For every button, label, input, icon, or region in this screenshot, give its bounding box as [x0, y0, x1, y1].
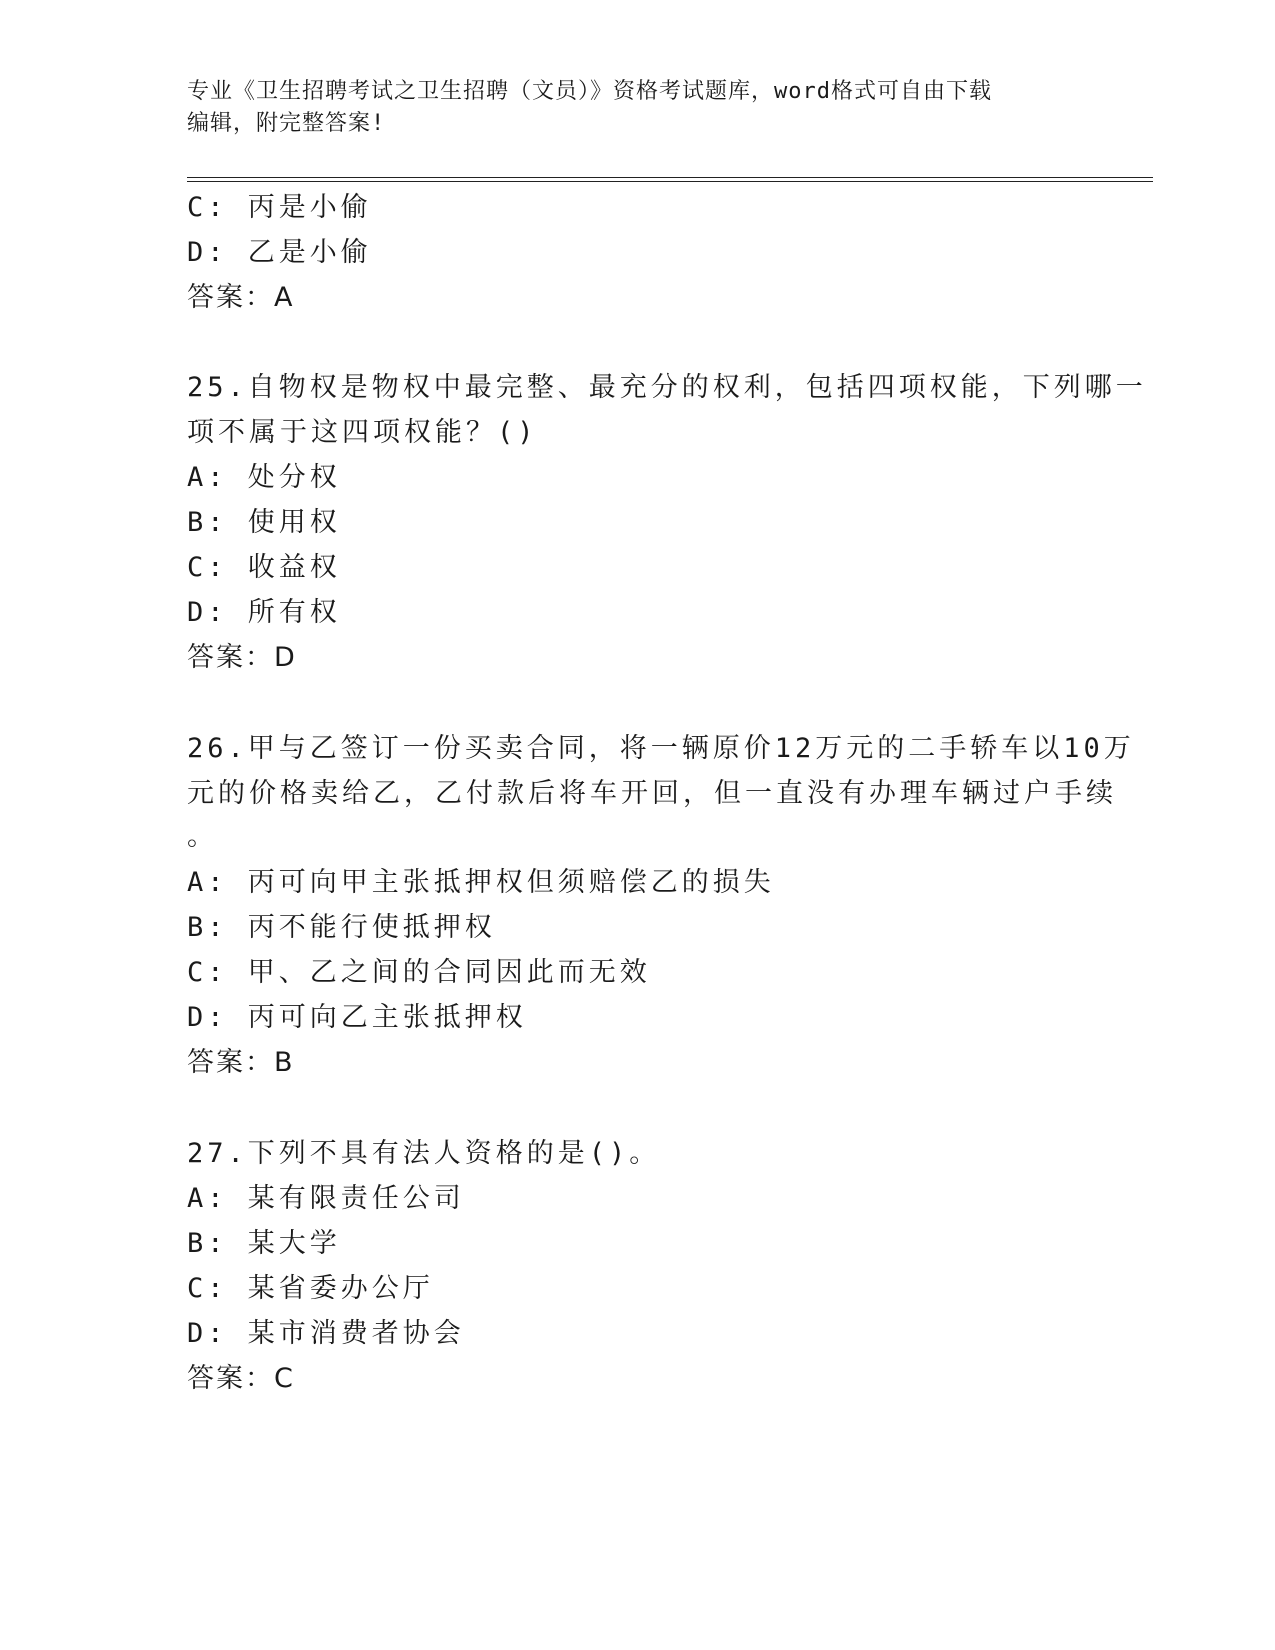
q27-answer: 答案：C [187, 1363, 295, 1394]
q25-option-b: B: 使用权 [187, 507, 341, 538]
prev-option-c: C: 丙是小偷 [187, 192, 372, 223]
q26-stem-line-1: 26.甲与乙签订一份买卖合同，将一辆原价12万元的二手轿车以10万 [187, 733, 1135, 764]
q27-option-b: B: 某大学 [187, 1228, 341, 1259]
q27-stem-line-1: 27.下列不具有法人资格的是()。 [187, 1138, 661, 1169]
q27-option-c: C: 某省委办公厅 [187, 1273, 434, 1304]
q25-option-d: D: 所有权 [187, 597, 341, 628]
q25-stem-line-2: 项不属于这四项权能？() [187, 417, 538, 448]
q25-stem-line-1: 25.自物权是物权中最完整、最充分的权利，包括四项权能，下列哪一 [187, 372, 1147, 403]
q27-option-d: D: 某市消费者协会 [187, 1318, 465, 1349]
q26-stem-line-2: 元的价格卖给乙，乙付款后将车开回，但一直没有办理车辆过户手续 [187, 778, 1117, 809]
q26-answer: 答案：B [187, 1047, 295, 1078]
q26-option-d: D: 丙可向乙主张抵押权 [187, 1002, 527, 1033]
q26-option-c: C: 甲、乙之间的合同因此而无效 [187, 957, 651, 988]
q27-option-a: A: 某有限责任公司 [187, 1183, 465, 1214]
header-line-1: 专业《卫生招聘考试之卫生招聘（文员）》资格考试题库，word格式可自由下载 [187, 79, 992, 104]
q26-option-b: B: 丙不能行使抵押权 [187, 912, 496, 943]
prev-answer: 答案：A [187, 282, 295, 313]
q26-stem-line-3: 。 [187, 821, 218, 852]
q26-option-a: A: 丙可向甲主张抵押权但须赔偿乙的损失 [187, 867, 775, 898]
header-divider-bottom [187, 181, 1153, 182]
header-line-2: 编辑，附完整答案! [187, 111, 386, 136]
prev-option-d: D: 乙是小偷 [187, 237, 372, 268]
document-header [187, 76, 1077, 140]
header-divider-top [187, 177, 1153, 178]
q25-answer: 答案：D [187, 642, 297, 673]
q25-option-c: C: 收益权 [187, 552, 341, 583]
q25-option-a: A: 处分权 [187, 462, 341, 493]
